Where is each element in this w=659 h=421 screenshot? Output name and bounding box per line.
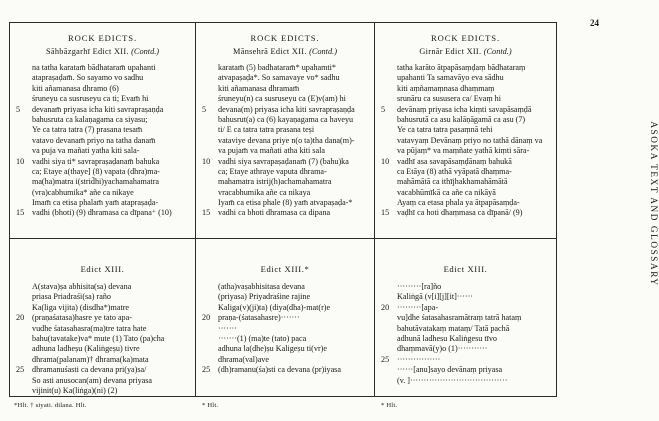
text-line: [379, 292, 554, 302]
line-text: dhramanuśasti ca devana pri(ya)sa/: [32, 365, 147, 375]
line-text: (atha)vaṣabhisitasa devana: [218, 282, 305, 291]
line-text: dhrama(val)ave: [218, 354, 269, 364]
text-line: [379, 355, 554, 365]
line-text: śruneyu(n) ca susruseyu ca (E)v(am) hi: [218, 94, 346, 104]
text-line: [379, 344, 554, 354]
line-text: ca Etāya (8) athā vyāpatā dhaṃma-: [397, 166, 512, 176]
footnote: *Hlt. † siyati. dilana. Hlt.: [14, 402, 87, 409]
text-line: [379, 188, 554, 198]
text-line: [379, 324, 554, 334]
line-text: Iyam̄ ca etisa phale (8) yam̄ atvapaṣaḍa-*: [218, 198, 353, 208]
text-line: [200, 324, 372, 334]
text-line: [14, 94, 193, 104]
text-line: [14, 324, 193, 334]
line-text: bahusruta ca kalaṇagama ca siyasu;: [32, 114, 148, 124]
line-text: vaḍhī ca hoti dhaṃmasa ca dīpanā/ (9): [397, 208, 523, 218]
line-text: praṇa-(śatasahasre)·······: [218, 313, 300, 323]
footnote: * Hlt.: [202, 402, 219, 409]
line-text: ·········[ra]ño: [397, 282, 442, 291]
text-line: [200, 188, 372, 198]
text-line: [200, 63, 372, 73]
line-text: ·······: [218, 323, 237, 333]
text-line: [14, 146, 193, 156]
continued-mark: (Contd.): [309, 47, 337, 56]
line-text: mahamatra istrij(h)achamahamatra: [218, 177, 332, 187]
column-subheading: [10, 47, 195, 59]
line-text: mahāmātā ca ithījhakhamahāmātā: [397, 177, 508, 187]
text-line: [14, 282, 193, 292]
edict-xii-text: [379, 63, 554, 219]
line-text: vataviye devana priye n(o ta)tha dana(m)-: [218, 135, 355, 145]
line-text: Ka(liga vijita) (disdha*)matre: [32, 302, 130, 312]
text-line: [379, 136, 554, 146]
text-line: [200, 157, 372, 167]
text-line: [14, 105, 193, 115]
text-line: [379, 365, 554, 375]
text-line: [14, 125, 193, 135]
line-text: Kaliga(v)(ji)ta) (diya(dha)-mat(r)e: [218, 302, 331, 312]
line-text: (dh)ramanu(śa)sti ca devana (pr)iyasa: [218, 365, 341, 375]
text-line: [200, 136, 372, 146]
column-heading: ROCK EDICTS.: [430, 33, 501, 43]
continued-mark: (Contd.): [131, 47, 160, 56]
text-line: [14, 334, 193, 344]
footnote: * Hlt.: [381, 402, 398, 409]
line-text: vadhi siya savrapaṣaḍanam̄ (7) (bahu)ka: [218, 156, 349, 166]
line-text: ti/ E ca tatra tatra prasana teṣi: [218, 125, 315, 135]
line-text: vadhī asa savapāsaṃḍānaṃ bahukā: [397, 156, 512, 166]
column-rule-right: [556, 22, 557, 396]
text-line: [200, 344, 372, 354]
text-line: [14, 376, 193, 386]
text-line: [379, 63, 554, 73]
line-text: vu]dhe śatasahasramātraṃ tatrā hataṃ: [397, 313, 522, 323]
line-text: kiti añamanasa dhramo (6): [32, 83, 119, 93]
line-text: ·······(1) (ma)te (tato) paca: [218, 333, 307, 343]
text-line: [379, 303, 554, 313]
text-line: [379, 115, 554, 125]
continued-mark: (Contd.): [483, 47, 512, 56]
line-text: ················: [397, 354, 441, 364]
text-line: [200, 105, 372, 115]
text-line: [200, 198, 372, 208]
text-line: [14, 208, 193, 218]
text-line: [200, 177, 372, 187]
edict-name: Mānsehrā Edict XII.: [233, 47, 307, 56]
line-text: Kaliṅgā (v[i][j][it]······: [397, 292, 474, 302]
line-number: 15: [16, 208, 25, 218]
text-line: [379, 208, 554, 218]
column-subheading: [375, 47, 556, 59]
text-line: [200, 167, 372, 177]
line-number: 20: [381, 302, 390, 312]
line-number: 10: [16, 156, 25, 166]
text-line: [200, 208, 372, 218]
line-text: adhuna ladheṣu (Kaliṅgeṣu) tivre: [32, 344, 140, 354]
line-number: 5: [16, 104, 21, 114]
text-line: [200, 313, 372, 323]
text-line: [14, 198, 193, 208]
edict-xiii-heading: Edict XIII.: [443, 264, 488, 274]
column-girnar: [375, 0, 556, 421]
edict-xii-text: [14, 63, 193, 219]
text-line: [200, 146, 372, 156]
line-text: śruneyu ca susruseyu ca ti; Evam̄ hi: [32, 94, 149, 104]
text-line: [200, 84, 372, 94]
text-line: [14, 167, 193, 177]
text-line: [379, 282, 554, 292]
text-line: [14, 365, 193, 375]
line-text: A(stava)ṣa abhisita(sa) devana: [32, 282, 132, 291]
edict-xiii-heading: Edict XIII.*: [260, 264, 310, 274]
text-line: [379, 125, 554, 135]
running-title: ASOKA TEXT AND GLOSSARY: [649, 121, 659, 287]
text-line: [14, 63, 193, 73]
edict-name: Sāhbāzgarhī Edict XII.: [45, 47, 129, 56]
line-text: (priyasa) Priyadraśine rajine: [218, 292, 311, 302]
line-text: ma(ha)matra i(strid̄hi)yachamahamatra: [32, 177, 160, 187]
text-line: [14, 313, 193, 323]
text-line: [379, 73, 554, 83]
line-number: 25: [202, 365, 211, 375]
column-heading: ROCK EDICTS.: [250, 33, 320, 43]
line-text: vatavyaṃ Devānaṃ priyo no tathā dānaṃ va: [397, 135, 543, 145]
line-text: karatam̄ (5) badhataram̄* upahamti*: [218, 63, 336, 72]
text-line: [200, 125, 372, 135]
text-line: [14, 292, 193, 302]
line-text: vracabhumika añe ca nikaya: [218, 187, 311, 197]
text-line: [379, 198, 554, 208]
line-number: 20: [16, 313, 25, 323]
line-number: 15: [381, 208, 390, 218]
line-text: va pūjaṃ* va maṃñate yathā kiṃti sāra-: [397, 146, 530, 156]
text-line: [14, 115, 193, 125]
line-text: tatha karāto ātpapāsaṃḍaṃ bādhataraṃ: [397, 63, 526, 72]
text-line: [379, 376, 554, 386]
line-text: adhuna la(dhe)ṣu Kaligeṣu ti(vr)e: [218, 344, 327, 354]
line-text: bahu(tavatake)va* mute (1) Tato (pa)cha: [32, 333, 165, 343]
text-line: [200, 334, 372, 344]
text-line: [379, 167, 554, 177]
line-text: vatavo devanam̄ priyo na tatha danam̄: [32, 135, 156, 145]
line-text: vijinit(u) Ka(liṅga)(ni) (2): [32, 385, 118, 395]
line-text: srunāru ca sususera ca/ Evaṃ hi: [397, 94, 502, 104]
edict-xiii-text: [14, 282, 193, 396]
page-number: 24: [590, 18, 599, 28]
line-number: 25: [16, 365, 25, 375]
text-line: [379, 313, 554, 323]
text-line: [379, 334, 554, 344]
column-mansehra: [196, 0, 374, 421]
text-line: [14, 303, 193, 313]
line-text: Ye ca tatra tatra pasaṃnā tehi: [397, 125, 493, 135]
line-number: 10: [202, 156, 211, 166]
line-text: bahutāvatakaṃ mataṃ/ Tatā pachā: [397, 323, 510, 333]
line-text: kiti aṃñamaṃnasa dhaṃmaṃ: [397, 83, 495, 93]
text-line: [14, 157, 193, 167]
line-text: ca; Etaye a(thaye] (8) vapata (dhra)ma-: [32, 166, 160, 176]
text-line: [14, 386, 193, 396]
line-text: (praṇaśatasa)hasre ye tato apa-: [32, 313, 132, 323]
text-line: [14, 84, 193, 94]
text-line: [379, 157, 554, 167]
line-text: kiti añamanasa dhramam̄: [218, 83, 300, 93]
line-text: adhunā ladhesu Kaliṅgesu tīvo: [397, 333, 497, 343]
line-number: 10: [381, 156, 390, 166]
text-line: [379, 84, 554, 94]
line-text: Ye ca tatra tatra (7) prasana tesam̄: [32, 125, 143, 135]
edict-name: Girnār Edict XII.: [419, 47, 482, 56]
text-line: [14, 355, 193, 365]
line-text: vadhi ca bhoti dhramasa ca dipana: [218, 208, 331, 218]
column-heading: ROCK EDICTS.: [67, 33, 138, 43]
text-line: [200, 365, 372, 375]
line-text: ca; Etaye athraye vaputa dhrama-: [218, 166, 327, 176]
edict-xiii-text: [200, 282, 372, 376]
text-line: [200, 282, 372, 292]
line-text: bahusrutā ca asu kalāṇāgamā ca asu (7): [397, 114, 526, 124]
line-text: vudhe śatasahasra(ma)tre tatra hate: [32, 323, 147, 333]
text-line: [379, 94, 554, 104]
line-text: ·········[apa-: [397, 302, 439, 312]
line-text: va puja va mañati yatha kiti sala-: [32, 146, 140, 156]
line-number: 15: [202, 208, 211, 218]
line-text: vacabhūmīkā ca añe ca nikāyā: [397, 187, 496, 197]
text-line: [14, 344, 193, 354]
line-number: 5: [381, 104, 386, 114]
text-line: [379, 105, 554, 115]
line-number: 5: [202, 104, 207, 114]
line-number: 25: [381, 354, 390, 364]
text-line: [14, 73, 193, 83]
line-text: Ayaṃ ca etasa phala ya ātpapāsaṃḍa-: [397, 198, 520, 208]
edict-xii-text: [200, 63, 372, 219]
text-line: [14, 188, 193, 198]
line-text: va pujam̄ va mañati atha kiti sala: [218, 146, 325, 156]
line-text: dhaṃmavā(y)o (1)···········: [397, 344, 488, 354]
text-line: [14, 177, 193, 187]
line-text: na tatha karatam̄ bādhataram̄ upahanti: [32, 63, 156, 72]
column-shahbazgarhi: [10, 0, 195, 421]
edict-xiii-text: [379, 282, 554, 386]
text-line: [200, 303, 372, 313]
line-text: dhrama(palanam)† dhrama(ka)mata: [32, 354, 149, 364]
line-text: priasa Priadraśi(sa) raño: [32, 292, 111, 302]
line-number: 20: [202, 313, 211, 323]
edict-xiii-heading: Edict XIII.: [80, 264, 125, 274]
text-line: [200, 73, 372, 83]
column-subheading: [196, 47, 374, 59]
line-text: vadhi (bhoti) (9) dhramasa ca dīpana⁺ (10): [32, 208, 172, 218]
text-line: [379, 177, 554, 187]
text-line: [14, 136, 193, 146]
line-text: devana(m) priyasa icha kiti savrapraṣaṇḍa: [218, 104, 355, 114]
line-text: Imam̄ ca etisa phalam̄ yam̄ atapraṣaḍa-: [32, 198, 159, 208]
line-text: atapraṣaḍam̄. So sayamo vo sadhu: [32, 73, 144, 83]
line-text: (vra)cabhumika* añe ca nikaye: [32, 187, 134, 197]
line-text: So asti anusocan(am) devana priyasa: [32, 375, 153, 385]
text-line: [200, 94, 372, 104]
line-text: atvapaṣaḍa*. So samavaye vo* sadhu: [218, 73, 340, 83]
text-line: [379, 146, 554, 156]
text-line: [200, 292, 372, 302]
line-text: devānaṃ priyasa icha kiṃti savapāsaṃḍā: [397, 104, 532, 114]
text-line: [200, 115, 372, 125]
text-line: [200, 355, 372, 365]
line-text: upahanti Ta samavāyo eva sādhu: [397, 73, 504, 83]
line-text: ······[anu]sayo devānaṃ priyasa: [397, 365, 503, 375]
line-text: devanam̄ priyasa icha kiti savrapraṣaṇḍa: [32, 104, 164, 114]
line-text: (v. ]····································: [397, 375, 508, 385]
line-text: vadhi siya ti* savrapraṣaḍanam̄ bahuka: [32, 156, 160, 166]
line-text: bahusrut(a) ca (6) kayaṇagama ca haveyu: [218, 114, 354, 124]
